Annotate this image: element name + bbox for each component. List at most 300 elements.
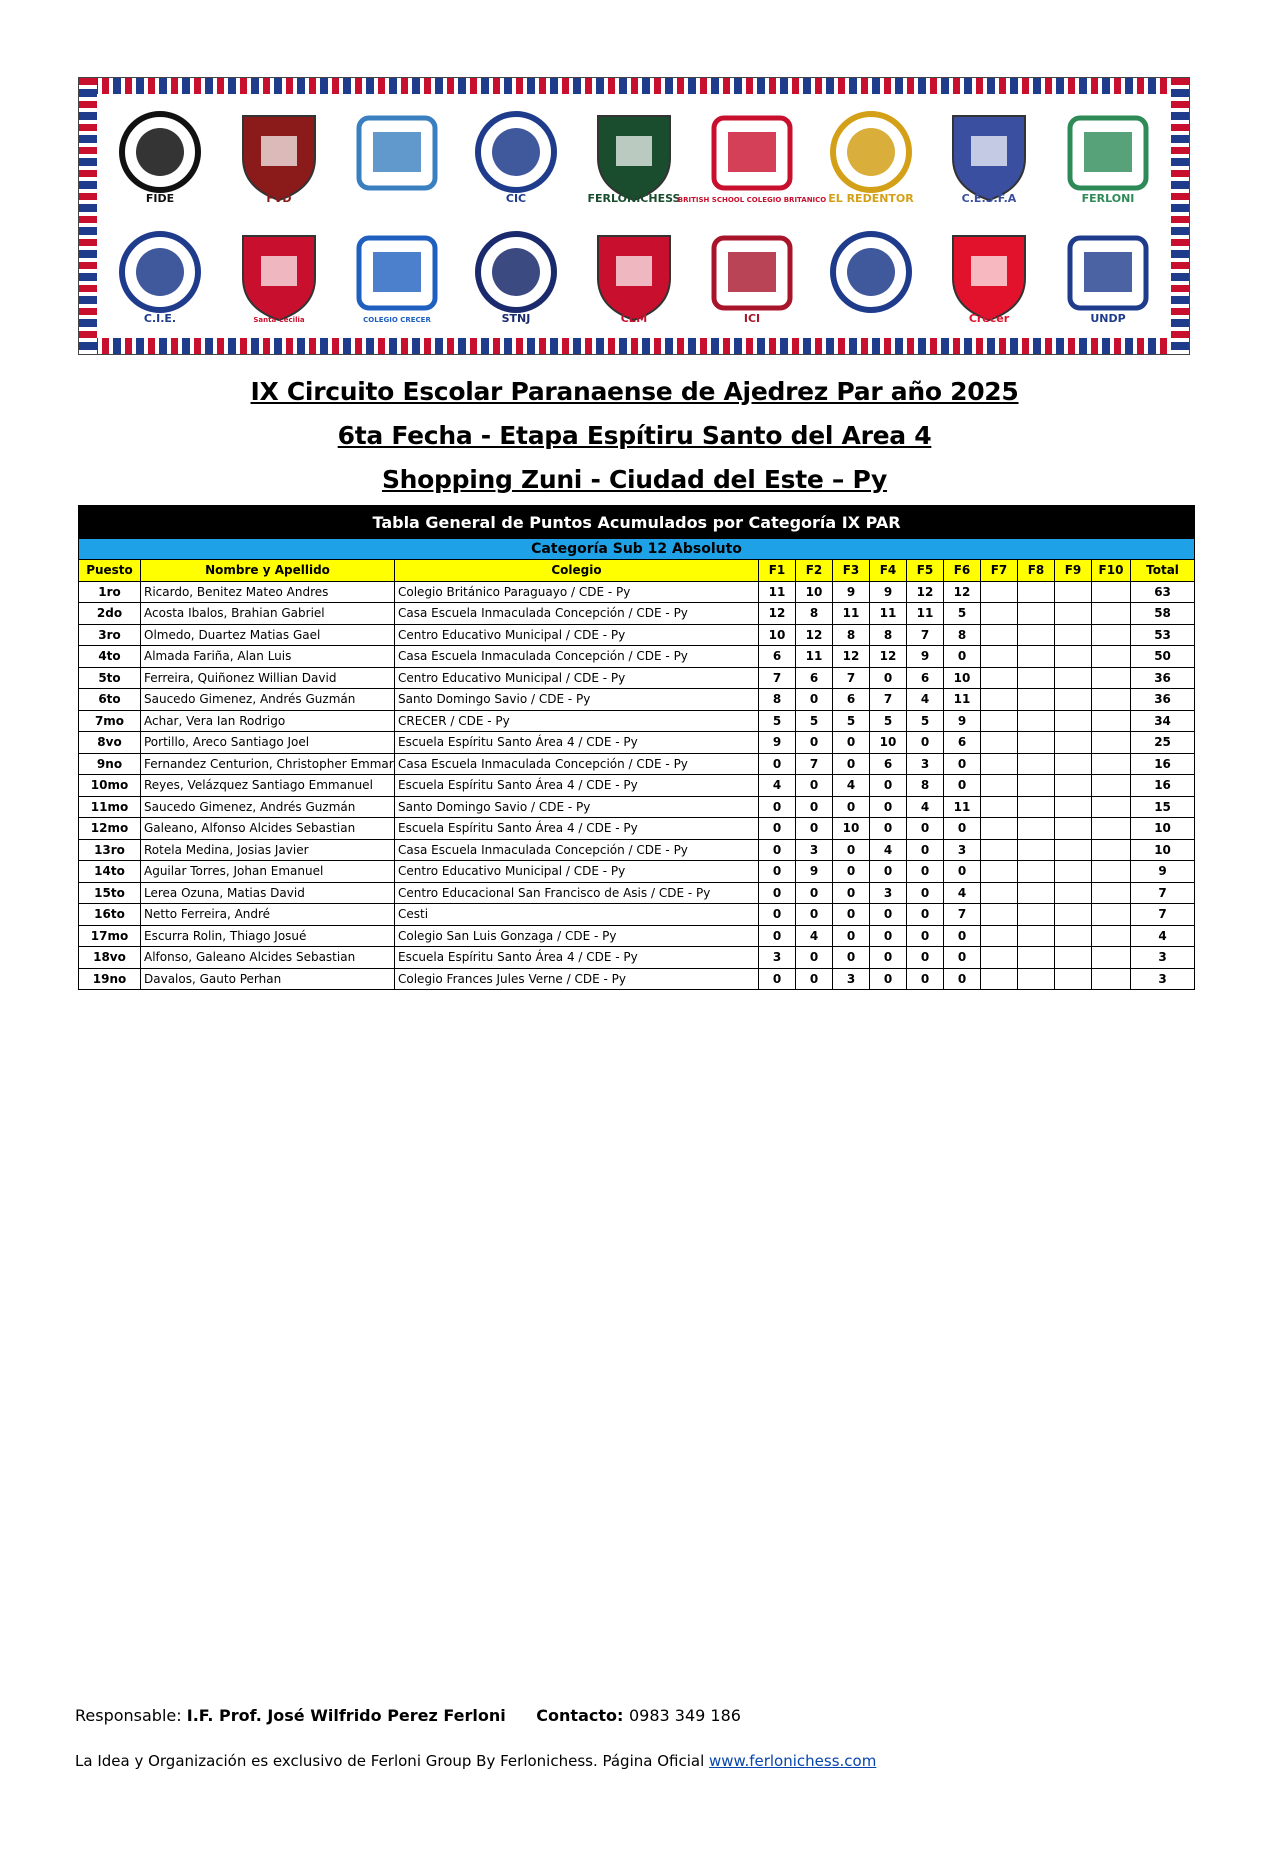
round-points-cell: 12: [907, 581, 944, 603]
table-row: [79, 689, 1195, 711]
round-points-cell: [1092, 947, 1131, 969]
round-points-cell: 0: [833, 861, 870, 883]
category-label: Categoría Sub 12 Absoluto: [79, 539, 1195, 560]
round-points-cell: 0: [907, 968, 944, 990]
round-points-cell: 7: [833, 667, 870, 689]
round-points-cell: 5: [759, 710, 796, 732]
column-header: Colegio: [395, 560, 759, 582]
heading-venue: Shopping Zuni - Ciudad del Este – Py: [381, 465, 888, 494]
column-header: F8: [1018, 560, 1055, 582]
round-points-cell: 0: [833, 753, 870, 775]
stnj-icon: [466, 224, 566, 328]
round-points-cell: 8: [870, 624, 907, 646]
table-row: [79, 818, 1195, 840]
round-points-cell: [1092, 581, 1131, 603]
redeemer-icon: [821, 104, 921, 208]
total-points-cell: 10: [1131, 818, 1195, 840]
table-header-row: [79, 560, 1195, 582]
table-row: [79, 581, 1195, 603]
total-points-cell: 25: [1131, 732, 1195, 754]
round-points-cell: [1018, 603, 1055, 625]
round-points-cell: 0: [944, 775, 981, 797]
round-points-cell: [1018, 861, 1055, 883]
school-cell: Santo Domingo Savio / CDE - Py: [395, 796, 759, 818]
column-header: Total: [1131, 560, 1195, 582]
round-points-cell: [981, 882, 1018, 904]
logo-caption: BRITISH SCHOOL COLEGIO BRITANICO: [678, 196, 827, 204]
round-points-cell: [981, 646, 1018, 668]
table-row: [79, 968, 1195, 990]
round-points-cell: 0: [759, 753, 796, 775]
position-cell: 14to: [79, 861, 141, 883]
round-points-cell: 0: [759, 968, 796, 990]
logo-grid: [101, 96, 1167, 336]
player-name-cell: Lerea Ozuna, Matias David: [141, 882, 395, 904]
position-cell: 12mo: [79, 818, 141, 840]
heading-stage: 6ta Fecha - Etapa Espítiru Santo del Area 4: [337, 421, 932, 450]
round-points-cell: [1055, 925, 1092, 947]
globe-book-icon: [110, 224, 210, 328]
total-points-cell: 36: [1131, 667, 1195, 689]
school-cell: Centro Educativo Municipal / CDE - Py: [395, 667, 759, 689]
round-points-cell: [1055, 624, 1092, 646]
round-points-cell: [1092, 646, 1131, 668]
round-points-cell: [1055, 689, 1092, 711]
round-points-cell: [981, 732, 1018, 754]
round-points-cell: [1055, 667, 1092, 689]
runner-icon: [702, 224, 802, 328]
round-points-cell: [1055, 732, 1092, 754]
total-points-cell: 58: [1131, 603, 1195, 625]
logo-caption: CEM: [620, 312, 648, 325]
round-points-cell: 4: [907, 689, 944, 711]
player-name-cell: Davalos, Gauto Perhan: [141, 968, 395, 990]
organization-note: La Idea y Organización es exclusivo de Ferloni Group By Ferlonichess. Página Oficial: [75, 1752, 710, 1770]
round-points-cell: [1092, 839, 1131, 861]
round-points-cell: [1092, 710, 1131, 732]
round-points-cell: 0: [759, 861, 796, 883]
round-points-cell: 7: [944, 904, 981, 926]
total-points-cell: 4: [1131, 925, 1195, 947]
ferloni-group-icon: [1058, 104, 1158, 208]
contact-label: Contacto:: [536, 1706, 629, 1725]
total-points-cell: 7: [1131, 882, 1195, 904]
total-points-cell: 7: [1131, 904, 1195, 926]
round-points-cell: [1055, 581, 1092, 603]
position-cell: 15to: [79, 882, 141, 904]
round-points-cell: [1092, 775, 1131, 797]
school-cell: Casa Escuela Inmaculada Concepción / CDE - Py: [395, 839, 759, 861]
player-name-cell: Acosta Ibalos, Brahian Gabriel: [141, 603, 395, 625]
round-points-cell: [1055, 646, 1092, 668]
round-points-cell: 5: [833, 710, 870, 732]
round-points-cell: [1092, 603, 1131, 625]
round-points-cell: 0: [944, 818, 981, 840]
table-row: [79, 861, 1195, 883]
round-points-cell: 4: [907, 796, 944, 818]
round-points-cell: 6: [759, 646, 796, 668]
round-points-cell: [1018, 753, 1055, 775]
chess-board-icon: [584, 104, 684, 208]
column-header: F5: [907, 560, 944, 582]
total-points-cell: 10: [1131, 839, 1195, 861]
round-points-cell: [981, 624, 1018, 646]
round-points-cell: 11: [944, 689, 981, 711]
round-points-cell: [1092, 624, 1131, 646]
round-points-cell: 0: [870, 947, 907, 969]
round-points-cell: [981, 775, 1018, 797]
round-points-cell: 0: [796, 882, 833, 904]
round-points-cell: [1018, 882, 1055, 904]
round-points-cell: 4: [796, 925, 833, 947]
column-header: F7: [981, 560, 1018, 582]
position-cell: 2do: [79, 603, 141, 625]
round-points-cell: [1018, 689, 1055, 711]
round-points-cell: 0: [833, 732, 870, 754]
round-points-cell: 0: [907, 925, 944, 947]
player-name-cell: Galeano, Alfonso Alcides Sebastian: [141, 818, 395, 840]
sunrise-icon: [584, 224, 684, 328]
player-name-cell: Saucedo Gimenez, Andrés Guzmán: [141, 689, 395, 711]
table-row: [79, 904, 1195, 926]
player-name-cell: Portillo, Areco Santiago Joel: [141, 732, 395, 754]
standings-table: [78, 505, 1195, 990]
banner-border-right: [1171, 78, 1189, 354]
round-points-cell: [1092, 882, 1131, 904]
table-row: [79, 667, 1195, 689]
round-points-cell: 0: [833, 904, 870, 926]
round-points-cell: 0: [870, 818, 907, 840]
logo-caption: FERLONI: [1081, 192, 1135, 205]
table-row: [79, 603, 1195, 625]
position-cell: 3ro: [79, 624, 141, 646]
player-name-cell: Reyes, Velázquez Santiago Emmanuel: [141, 775, 395, 797]
player-name-cell: Aguilar Torres, Johan Emanuel: [141, 861, 395, 883]
table-row: [79, 882, 1195, 904]
total-points-cell: 53: [1131, 624, 1195, 646]
round-points-cell: 9: [870, 581, 907, 603]
position-cell: 11mo: [79, 796, 141, 818]
round-points-cell: 0: [796, 947, 833, 969]
player-name-cell: Achar, Vera Ian Rodrigo: [141, 710, 395, 732]
position-cell: 18vo: [79, 947, 141, 969]
logo-caption: STNJ: [501, 312, 530, 325]
round-points-cell: 5: [796, 710, 833, 732]
round-points-cell: 9: [944, 710, 981, 732]
round-points-cell: 0: [796, 968, 833, 990]
round-points-cell: 0: [907, 818, 944, 840]
round-points-cell: [1092, 925, 1131, 947]
round-points-cell: [1018, 775, 1055, 797]
round-points-cell: 8: [759, 689, 796, 711]
column-header: F10: [1092, 560, 1131, 582]
column-header: F9: [1055, 560, 1092, 582]
table-row: [79, 753, 1195, 775]
round-points-cell: 0: [907, 882, 944, 904]
round-points-cell: 0: [796, 689, 833, 711]
round-points-cell: 8: [796, 603, 833, 625]
round-points-cell: 4: [870, 839, 907, 861]
round-points-cell: 4: [944, 882, 981, 904]
round-points-cell: 6: [796, 667, 833, 689]
player-name-cell: Olmedo, Duartez Matias Gael: [141, 624, 395, 646]
round-points-cell: 0: [944, 646, 981, 668]
position-cell: 10mo: [79, 775, 141, 797]
position-cell: 16to: [79, 904, 141, 926]
round-points-cell: [981, 904, 1018, 926]
round-points-cell: 10: [833, 818, 870, 840]
round-points-cell: [1055, 775, 1092, 797]
round-points-cell: [1055, 796, 1092, 818]
school-cell: Escuela Espíritu Santo Área 4 / CDE - Py: [395, 775, 759, 797]
school-cell: Casa Escuela Inmaculada Concepción / CDE - Py: [395, 603, 759, 625]
round-points-cell: 12: [944, 581, 981, 603]
logo-caption: Santa Cecilia: [253, 316, 305, 324]
round-points-cell: [1055, 904, 1092, 926]
round-points-cell: 0: [944, 861, 981, 883]
logo-caption: FERLONICHESS: [587, 192, 681, 205]
round-points-cell: 4: [759, 775, 796, 797]
round-points-cell: 0: [759, 839, 796, 861]
round-points-cell: 0: [796, 818, 833, 840]
logo-caption: FIDE: [146, 192, 175, 205]
round-points-cell: 9: [833, 581, 870, 603]
round-points-cell: 12: [796, 624, 833, 646]
round-points-cell: 0: [907, 839, 944, 861]
round-points-cell: [1018, 904, 1055, 926]
player-name-cell: Fernandez Centurion, Christopher Emmar: [141, 753, 395, 775]
round-points-cell: [981, 667, 1018, 689]
round-points-cell: [1018, 968, 1055, 990]
player-name-cell: Saucedo Gimenez, Andrés Guzmán: [141, 796, 395, 818]
round-points-cell: 6: [833, 689, 870, 711]
round-points-cell: 6: [944, 732, 981, 754]
player-name-cell: Netto Ferreira, André: [141, 904, 395, 926]
player-name-cell: Ricardo, Benitez Mateo Andres: [141, 581, 395, 603]
total-points-cell: 63: [1131, 581, 1195, 603]
footer-responsible: [75, 1706, 741, 1725]
school-cell: Centro Educacional San Francisco de Asis / CDE - Py: [395, 882, 759, 904]
round-points-cell: 0: [796, 796, 833, 818]
flag-shield-icon: [678, 104, 827, 208]
round-points-cell: 3: [870, 882, 907, 904]
school-cell: Centro Educativo Municipal / CDE - Py: [395, 624, 759, 646]
table-row: [79, 710, 1195, 732]
table-row: [79, 839, 1195, 861]
round-points-cell: 5: [870, 710, 907, 732]
round-points-cell: [1092, 667, 1131, 689]
column-header: F3: [833, 560, 870, 582]
column-header: F4: [870, 560, 907, 582]
total-points-cell: 36: [1131, 689, 1195, 711]
round-points-cell: 0: [759, 818, 796, 840]
round-points-cell: [1055, 710, 1092, 732]
round-points-cell: 5: [944, 603, 981, 625]
round-points-cell: 0: [907, 947, 944, 969]
round-points-cell: 0: [907, 861, 944, 883]
round-points-cell: 0: [796, 775, 833, 797]
round-points-cell: [981, 818, 1018, 840]
column-header: F1: [759, 560, 796, 582]
round-points-cell: 3: [759, 947, 796, 969]
round-points-cell: 3: [907, 753, 944, 775]
round-points-cell: 6: [907, 667, 944, 689]
round-points-cell: [1092, 904, 1131, 926]
round-points-cell: 8: [907, 775, 944, 797]
round-points-cell: [1092, 796, 1131, 818]
logo-caption: FVD: [266, 192, 292, 205]
round-points-cell: 3: [833, 968, 870, 990]
contact-phone: 0983 349 186: [628, 1706, 741, 1725]
cross-icon: [347, 104, 447, 208]
round-points-cell: 5: [907, 710, 944, 732]
undp-icon: [1058, 224, 1158, 328]
table-row: [79, 732, 1195, 754]
round-points-cell: 9: [759, 732, 796, 754]
round-points-cell: [1092, 753, 1131, 775]
round-points-cell: [981, 796, 1018, 818]
round-points-cell: 7: [759, 667, 796, 689]
round-points-cell: 11: [759, 581, 796, 603]
position-cell: 5to: [79, 667, 141, 689]
banner-border-top: [79, 78, 1189, 94]
crecer-icon: [939, 224, 1039, 328]
total-points-cell: 3: [1131, 947, 1195, 969]
school-cell: Escuela Espíritu Santo Área 4 / CDE - Py: [395, 818, 759, 840]
round-points-cell: [1018, 581, 1055, 603]
round-points-cell: 0: [870, 968, 907, 990]
table-row: [79, 947, 1195, 969]
school-cell: CRECER / CDE - Py: [395, 710, 759, 732]
round-points-cell: [1018, 796, 1055, 818]
round-points-cell: 10: [870, 732, 907, 754]
logo-caption: C.E.S.F.A: [962, 192, 1017, 205]
round-points-cell: 3: [796, 839, 833, 861]
round-points-cell: 3: [944, 839, 981, 861]
round-points-cell: 0: [759, 882, 796, 904]
round-points-cell: 9: [907, 646, 944, 668]
player-name-cell: Ferreira, Quiñonez Willian David: [141, 667, 395, 689]
column-header: F2: [796, 560, 833, 582]
player-name-cell: Escurra Rolin, Thiago Josué: [141, 925, 395, 947]
school-cell: Escuela Espíritu Santo Área 4 / CDE - Py: [395, 732, 759, 754]
round-points-cell: [1055, 818, 1092, 840]
footer-note: [75, 1752, 876, 1770]
round-points-cell: 4: [833, 775, 870, 797]
round-points-cell: 0: [833, 882, 870, 904]
round-points-cell: [1018, 818, 1055, 840]
school-cell: Colegio San Luis Gonzaga / CDE - Py: [395, 925, 759, 947]
logo-caption: CIC: [505, 192, 526, 205]
round-points-cell: [981, 925, 1018, 947]
round-points-cell: [1055, 882, 1092, 904]
round-points-cell: 11: [944, 796, 981, 818]
school-cell: Cesti: [395, 904, 759, 926]
round-points-cell: [981, 947, 1018, 969]
round-points-cell: 11: [907, 603, 944, 625]
player-name-cell: Alfonso, Galeano Alcides Sebastian: [141, 947, 395, 969]
total-points-cell: 3: [1131, 968, 1195, 990]
round-points-cell: 0: [796, 732, 833, 754]
position-cell: 19no: [79, 968, 141, 990]
round-points-cell: [1055, 753, 1092, 775]
violin-icon: [229, 224, 329, 328]
round-points-cell: 0: [907, 732, 944, 754]
official-site-link[interactable]: www.ferlonichess.com: [709, 1752, 877, 1770]
round-points-cell: 7: [870, 689, 907, 711]
round-points-cell: 8: [944, 624, 981, 646]
round-points-cell: 0: [870, 775, 907, 797]
round-points-cell: [1018, 732, 1055, 754]
round-points-cell: [1092, 732, 1131, 754]
total-points-cell: 16: [1131, 753, 1195, 775]
round-points-cell: [1018, 710, 1055, 732]
round-points-cell: 0: [907, 904, 944, 926]
column-header: F6: [944, 560, 981, 582]
crest-icon: [229, 104, 329, 208]
sponsor-logo-banner: [78, 77, 1190, 355]
school-cell: Colegio Británico Paraguayo / CDE - Py: [395, 581, 759, 603]
round-points-cell: [1018, 646, 1055, 668]
round-points-cell: 0: [833, 796, 870, 818]
round-points-cell: [1018, 624, 1055, 646]
heading-circuit: IX Circuito Escolar Paranaense de Ajedrez Par año 2025: [250, 377, 1019, 406]
table-row: [79, 775, 1195, 797]
round-points-cell: 10: [944, 667, 981, 689]
position-cell: 4to: [79, 646, 141, 668]
round-points-cell: [1018, 947, 1055, 969]
total-points-cell: 15: [1131, 796, 1195, 818]
round-points-cell: [981, 968, 1018, 990]
logo-caption: Crecer: [969, 312, 1010, 325]
seal-icon: [347, 224, 447, 328]
logo-caption: UNDP: [1090, 312, 1126, 325]
round-points-cell: [981, 839, 1018, 861]
table-row: [79, 624, 1195, 646]
school-cell: Casa Escuela Inmaculada Concepción / CDE - Py: [395, 753, 759, 775]
school-cell: Centro Educativo Municipal / CDE - Py: [395, 861, 759, 883]
responsible-label: Responsable:: [75, 1706, 187, 1725]
total-points-cell: 34: [1131, 710, 1195, 732]
round-points-cell: [981, 689, 1018, 711]
total-points-cell: 50: [1131, 646, 1195, 668]
round-points-cell: 11: [870, 603, 907, 625]
document-headings: [0, 370, 1269, 502]
round-points-cell: [1055, 947, 1092, 969]
round-points-cell: [1055, 968, 1092, 990]
table-row: [79, 646, 1195, 668]
round-points-cell: 8: [833, 624, 870, 646]
school-cell: Colegio Frances Jules Verne / CDE - Py: [395, 968, 759, 990]
round-points-cell: [981, 581, 1018, 603]
round-points-cell: 0: [944, 968, 981, 990]
logo-caption: COLEGIO CRECER: [363, 316, 431, 324]
round-points-cell: 0: [870, 667, 907, 689]
round-points-cell: [981, 861, 1018, 883]
school-cell: Escuela Espíritu Santo Área 4 / CDE - Py: [395, 947, 759, 969]
round-points-cell: 0: [833, 839, 870, 861]
position-cell: 1ro: [79, 581, 141, 603]
round-points-cell: [1092, 818, 1131, 840]
round-points-cell: 0: [833, 947, 870, 969]
round-points-cell: 12: [870, 646, 907, 668]
round-points-cell: 7: [796, 753, 833, 775]
position-cell: 7mo: [79, 710, 141, 732]
round-points-cell: 12: [833, 646, 870, 668]
book-shield-icon: [821, 224, 921, 328]
position-cell: 13ro: [79, 839, 141, 861]
position-cell: 17mo: [79, 925, 141, 947]
